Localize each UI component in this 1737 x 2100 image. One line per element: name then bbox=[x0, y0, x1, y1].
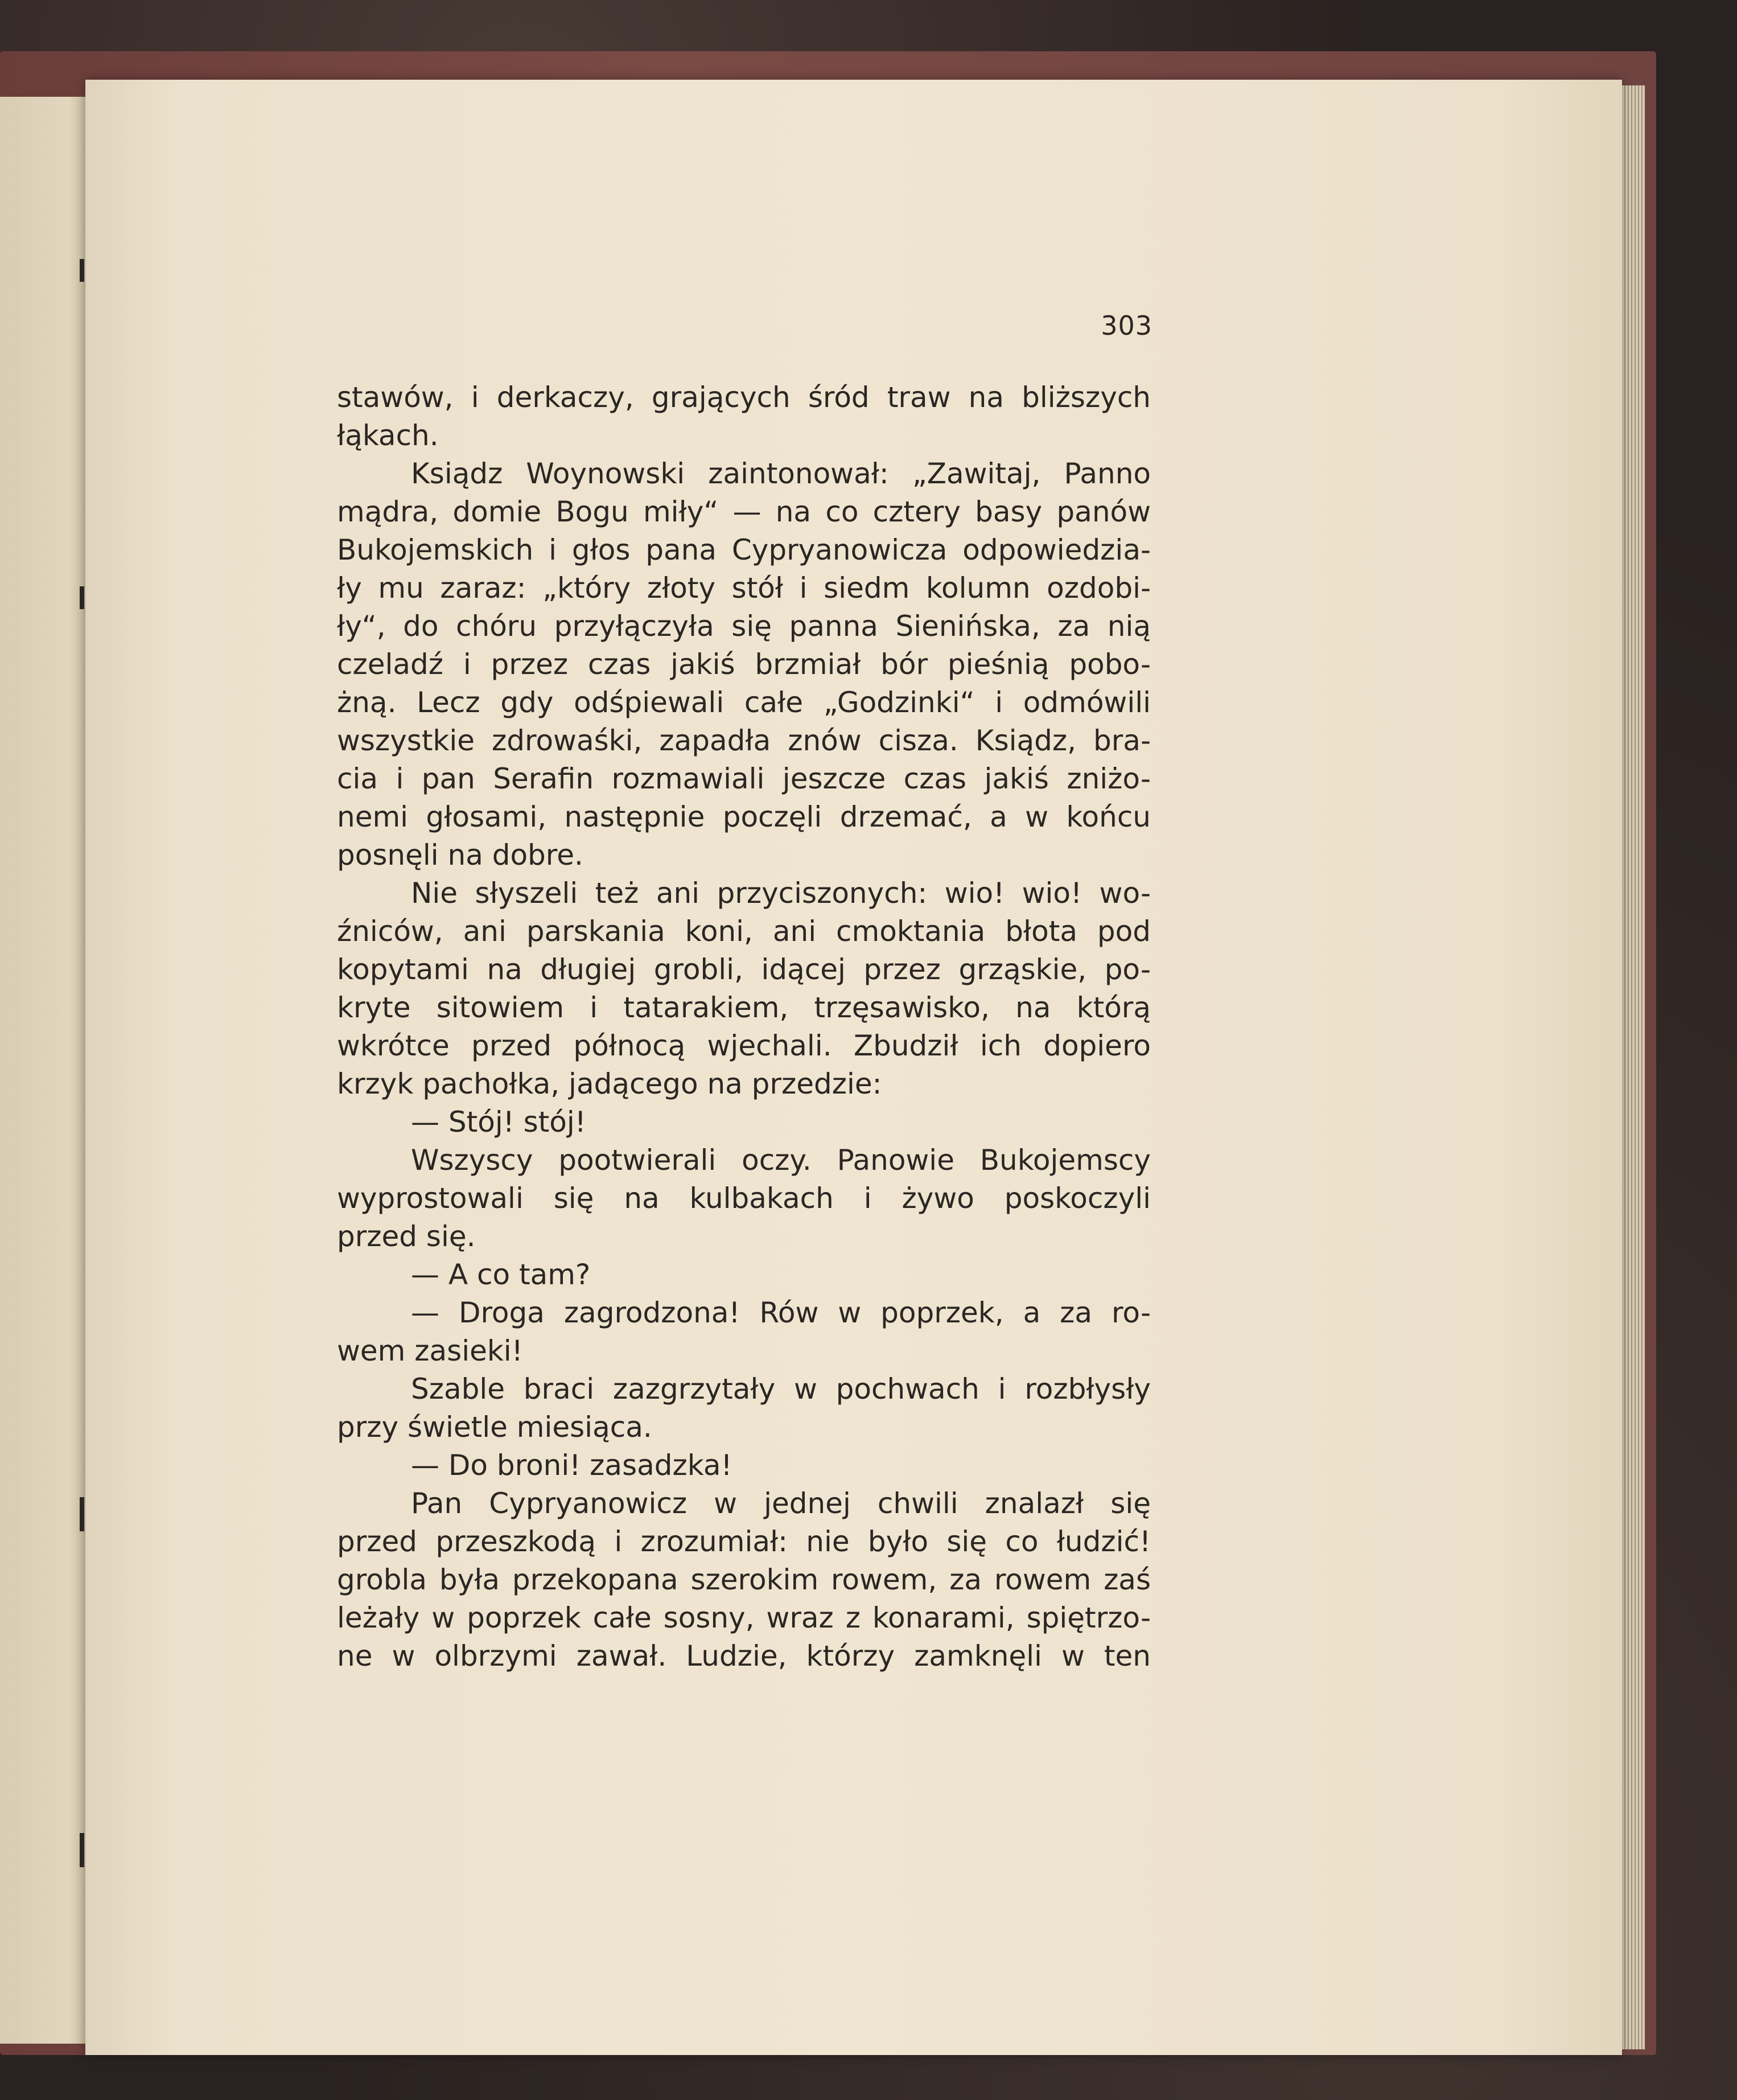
left-page-edge bbox=[0, 97, 85, 2044]
text-line: przy świetle miesiąca. bbox=[337, 1411, 652, 1444]
binding-thread-mark bbox=[80, 586, 84, 609]
text-line: Wszyscy pootwierali oczy. Panowie Bukojemscy bbox=[411, 1144, 1151, 1177]
text-line: wszystkie zdrowaśki, zapadła znów cisza. Ksiądz, bra- bbox=[337, 724, 1151, 757]
text-line: wyprostowali się na kulbakach i żywo poskoczyli bbox=[337, 1182, 1151, 1215]
text-line: mądra, domie Bogu miły“ — na co cztery basy panów bbox=[337, 495, 1151, 528]
page-text bbox=[337, 379, 1151, 1675]
text-line: leżały w poprzek całe sosny, wraz z konarami, spiętrzo- bbox=[337, 1601, 1151, 1634]
text-line: przed przeszkodą i zrozumiał: nie było się co łudzić! bbox=[337, 1525, 1151, 1558]
text-line: — A co tam? bbox=[411, 1258, 591, 1291]
text-line: — Droga zagrodzona! Rów w poprzek, a za ro- bbox=[411, 1296, 1151, 1329]
text-line: wem zasieki! bbox=[337, 1334, 523, 1367]
text-line: wkrótce przed północą wjechali. Zbudził ich dopiero bbox=[337, 1029, 1151, 1062]
text-line: grobla była przekopana szerokim rowem, za rowem zaś bbox=[337, 1563, 1151, 1596]
binding-thread-mark bbox=[80, 1833, 84, 1867]
text-line: Pan Cypryanowicz w jednej chwili znalazł się bbox=[411, 1487, 1151, 1520]
text-line: kryte sitowiem i tatarakiem, trzęsawisko, na którą bbox=[337, 991, 1151, 1024]
text-line: Nie słyszeli też ani przyciszonych: wio! wio! wo- bbox=[411, 877, 1151, 910]
text-line: nemi głosami, następnie poczęli drzemać, a w końcu bbox=[337, 800, 1151, 833]
text-line: ły mu zaraz: „który złoty stół i siedm kolumn ozdobi- bbox=[337, 572, 1151, 605]
binding-thread-mark bbox=[80, 1497, 84, 1531]
text-line: żną. Lecz gdy odśpiewali całe „Godzinki“ i odmówili bbox=[337, 686, 1151, 719]
text-line: krzyk pachołka, jadącego na przedzie: bbox=[337, 1067, 882, 1100]
binding-thread-mark bbox=[80, 259, 84, 282]
text-line: stawów, i derkaczy, grających śród traw na bliższych bbox=[337, 381, 1151, 414]
page-stack-edge bbox=[1622, 85, 1645, 2049]
text-line: czeladź i przez czas jakiś brzmiał bór pieśnią pobo- bbox=[337, 648, 1151, 681]
text-line: ły“, do chóru przyłączyła się panna Sienińska, za nią bbox=[337, 610, 1151, 643]
text-line: łąkach. bbox=[337, 419, 439, 452]
text-line: cia i pan Serafin rozmawiali jeszcze czas jakiś zniżo- bbox=[337, 762, 1151, 795]
text-line: kopytami na długiej grobli, idącej przez grząskie, po- bbox=[337, 953, 1151, 986]
text-line: — Stój! stój! bbox=[411, 1106, 586, 1139]
text-line: Szable braci zazgrzytały w pochwach i rozbłysły bbox=[411, 1372, 1151, 1406]
text-line: ne w olbrzymi zawał. Ludzie, którzy zamknęli w ten bbox=[337, 1639, 1151, 1672]
text-line: Ksiądz Woynowski zaintonował: „Zawitaj, Panno bbox=[411, 457, 1151, 490]
text-line: — Do broni! zasadzka! bbox=[411, 1449, 732, 1482]
text-line: posnęli na dobre. bbox=[337, 839, 583, 872]
text-line: Bukojemskich i głos pana Cypryanowicza odpowiedzia- bbox=[337, 533, 1151, 566]
text-line: źniców, ani parskania koni, ani cmoktania błota pod bbox=[337, 915, 1151, 948]
page-number: 303 bbox=[1101, 310, 1152, 341]
text-line: przed się. bbox=[337, 1220, 476, 1253]
